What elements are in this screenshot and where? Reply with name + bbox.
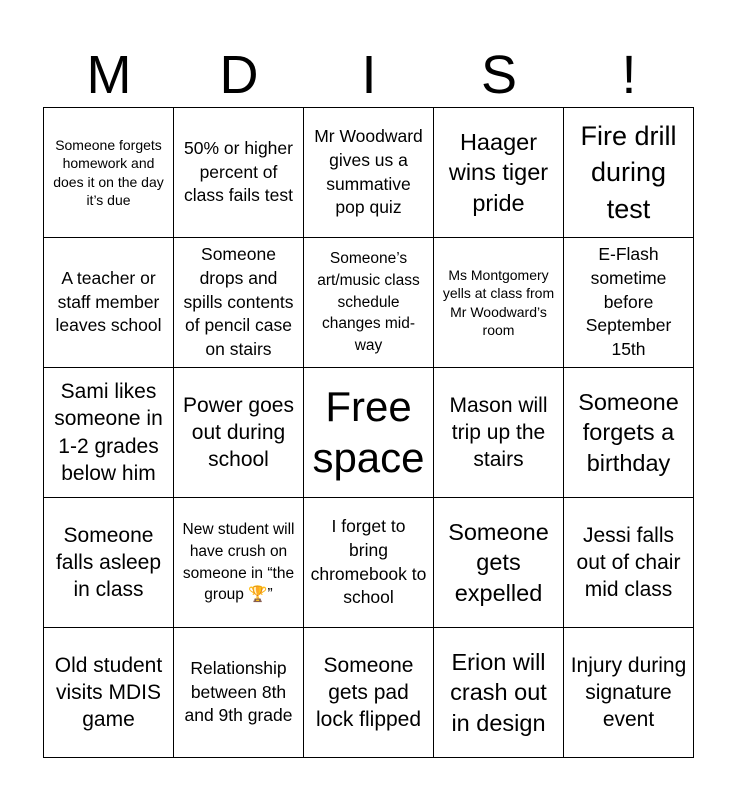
bingo-cell[interactable] <box>564 108 694 238</box>
bingo-cell[interactable] <box>434 108 564 238</box>
cell-text: Fire drill during test <box>580 120 677 224</box>
header-letter-d: D <box>219 45 259 105</box>
bingo-cell[interactable] <box>564 628 694 758</box>
cell-text: Someone forgets homework and does it on the day it’s due <box>53 137 164 208</box>
bingo-cell[interactable] <box>174 368 304 498</box>
bingo-cell[interactable] <box>44 108 174 238</box>
bingo-cell[interactable] <box>434 628 564 758</box>
bingo-cell[interactable] <box>304 498 434 628</box>
cell-text: Free space <box>312 383 425 481</box>
bingo-header <box>44 42 694 108</box>
bingo-cell[interactable] <box>174 498 304 628</box>
cell-text: Someone forgets a birthday <box>578 388 679 476</box>
cell-text: Mason will trip up the stairs <box>449 393 548 472</box>
cell-text: Someone gets pad lock flipped <box>315 653 422 732</box>
bingo-cell[interactable] <box>174 108 304 238</box>
cell-text: Old student visits MDIS game <box>54 653 163 732</box>
bingo-cell[interactable] <box>174 628 304 758</box>
cell-text: I forget to bring chromebook to school <box>310 516 427 608</box>
bingo-cell[interactable] <box>434 368 564 498</box>
cell-text: New student will have crush on someone in “the group 🏆” <box>182 521 295 604</box>
cell-text: Someone drops and spills contents of pencil case on stairs <box>183 244 294 359</box>
cell-text: Relationship between 8th and 9th grade <box>184 658 293 726</box>
cell-text: Power goes out during school <box>183 393 294 472</box>
bingo-cell[interactable] <box>44 368 174 498</box>
bingo-cell[interactable] <box>564 498 694 628</box>
free-space-cell[interactable] <box>304 368 434 498</box>
bingo-cell[interactable] <box>434 238 564 368</box>
cell-text: 50% or higher percent of class fails test <box>184 138 293 206</box>
bingo-cell[interactable] <box>174 238 304 368</box>
bingo-cell[interactable] <box>304 238 434 368</box>
header-letter-s: S <box>480 45 518 105</box>
bingo-cell[interactable] <box>564 368 694 498</box>
bingo-cell[interactable] <box>564 238 694 368</box>
bingo-cell[interactable] <box>434 498 564 628</box>
cell-text: Injury during signature event <box>570 653 687 732</box>
cell-text: E-Flash sometime before September 15th <box>585 244 672 359</box>
cell-text: Someone gets expelled <box>448 518 549 606</box>
bingo-board <box>43 107 694 758</box>
cell-text: Someone’s art/music class schedule changes mid-way <box>317 250 420 355</box>
cell-text: Ms Montgomery yells at class from Mr Woodward’s room <box>442 267 555 338</box>
header-letter-i: I <box>361 45 377 105</box>
bingo-cell[interactable] <box>44 498 174 628</box>
cell-text: Haager wins tiger pride <box>448 128 549 216</box>
bingo-cell[interactable] <box>304 108 434 238</box>
cell-text: Mr Woodward gives us a summative pop quiz <box>314 126 423 218</box>
bingo-cell[interactable] <box>44 238 174 368</box>
cell-text: A teacher or staff member leaves school <box>55 268 162 336</box>
cell-text: Someone falls asleep in class <box>55 523 162 602</box>
header-letter-exclamation: ! <box>621 45 637 105</box>
bingo-cell[interactable] <box>44 628 174 758</box>
bingo-cell[interactable] <box>304 628 434 758</box>
header-letter-m: M <box>86 45 132 105</box>
cell-text: Sami likes someone in 1-2 grades below him <box>54 379 163 485</box>
cell-text: Jessi falls out of chair mid class <box>576 523 681 602</box>
cell-text: Erion will crash out in design <box>450 648 547 736</box>
